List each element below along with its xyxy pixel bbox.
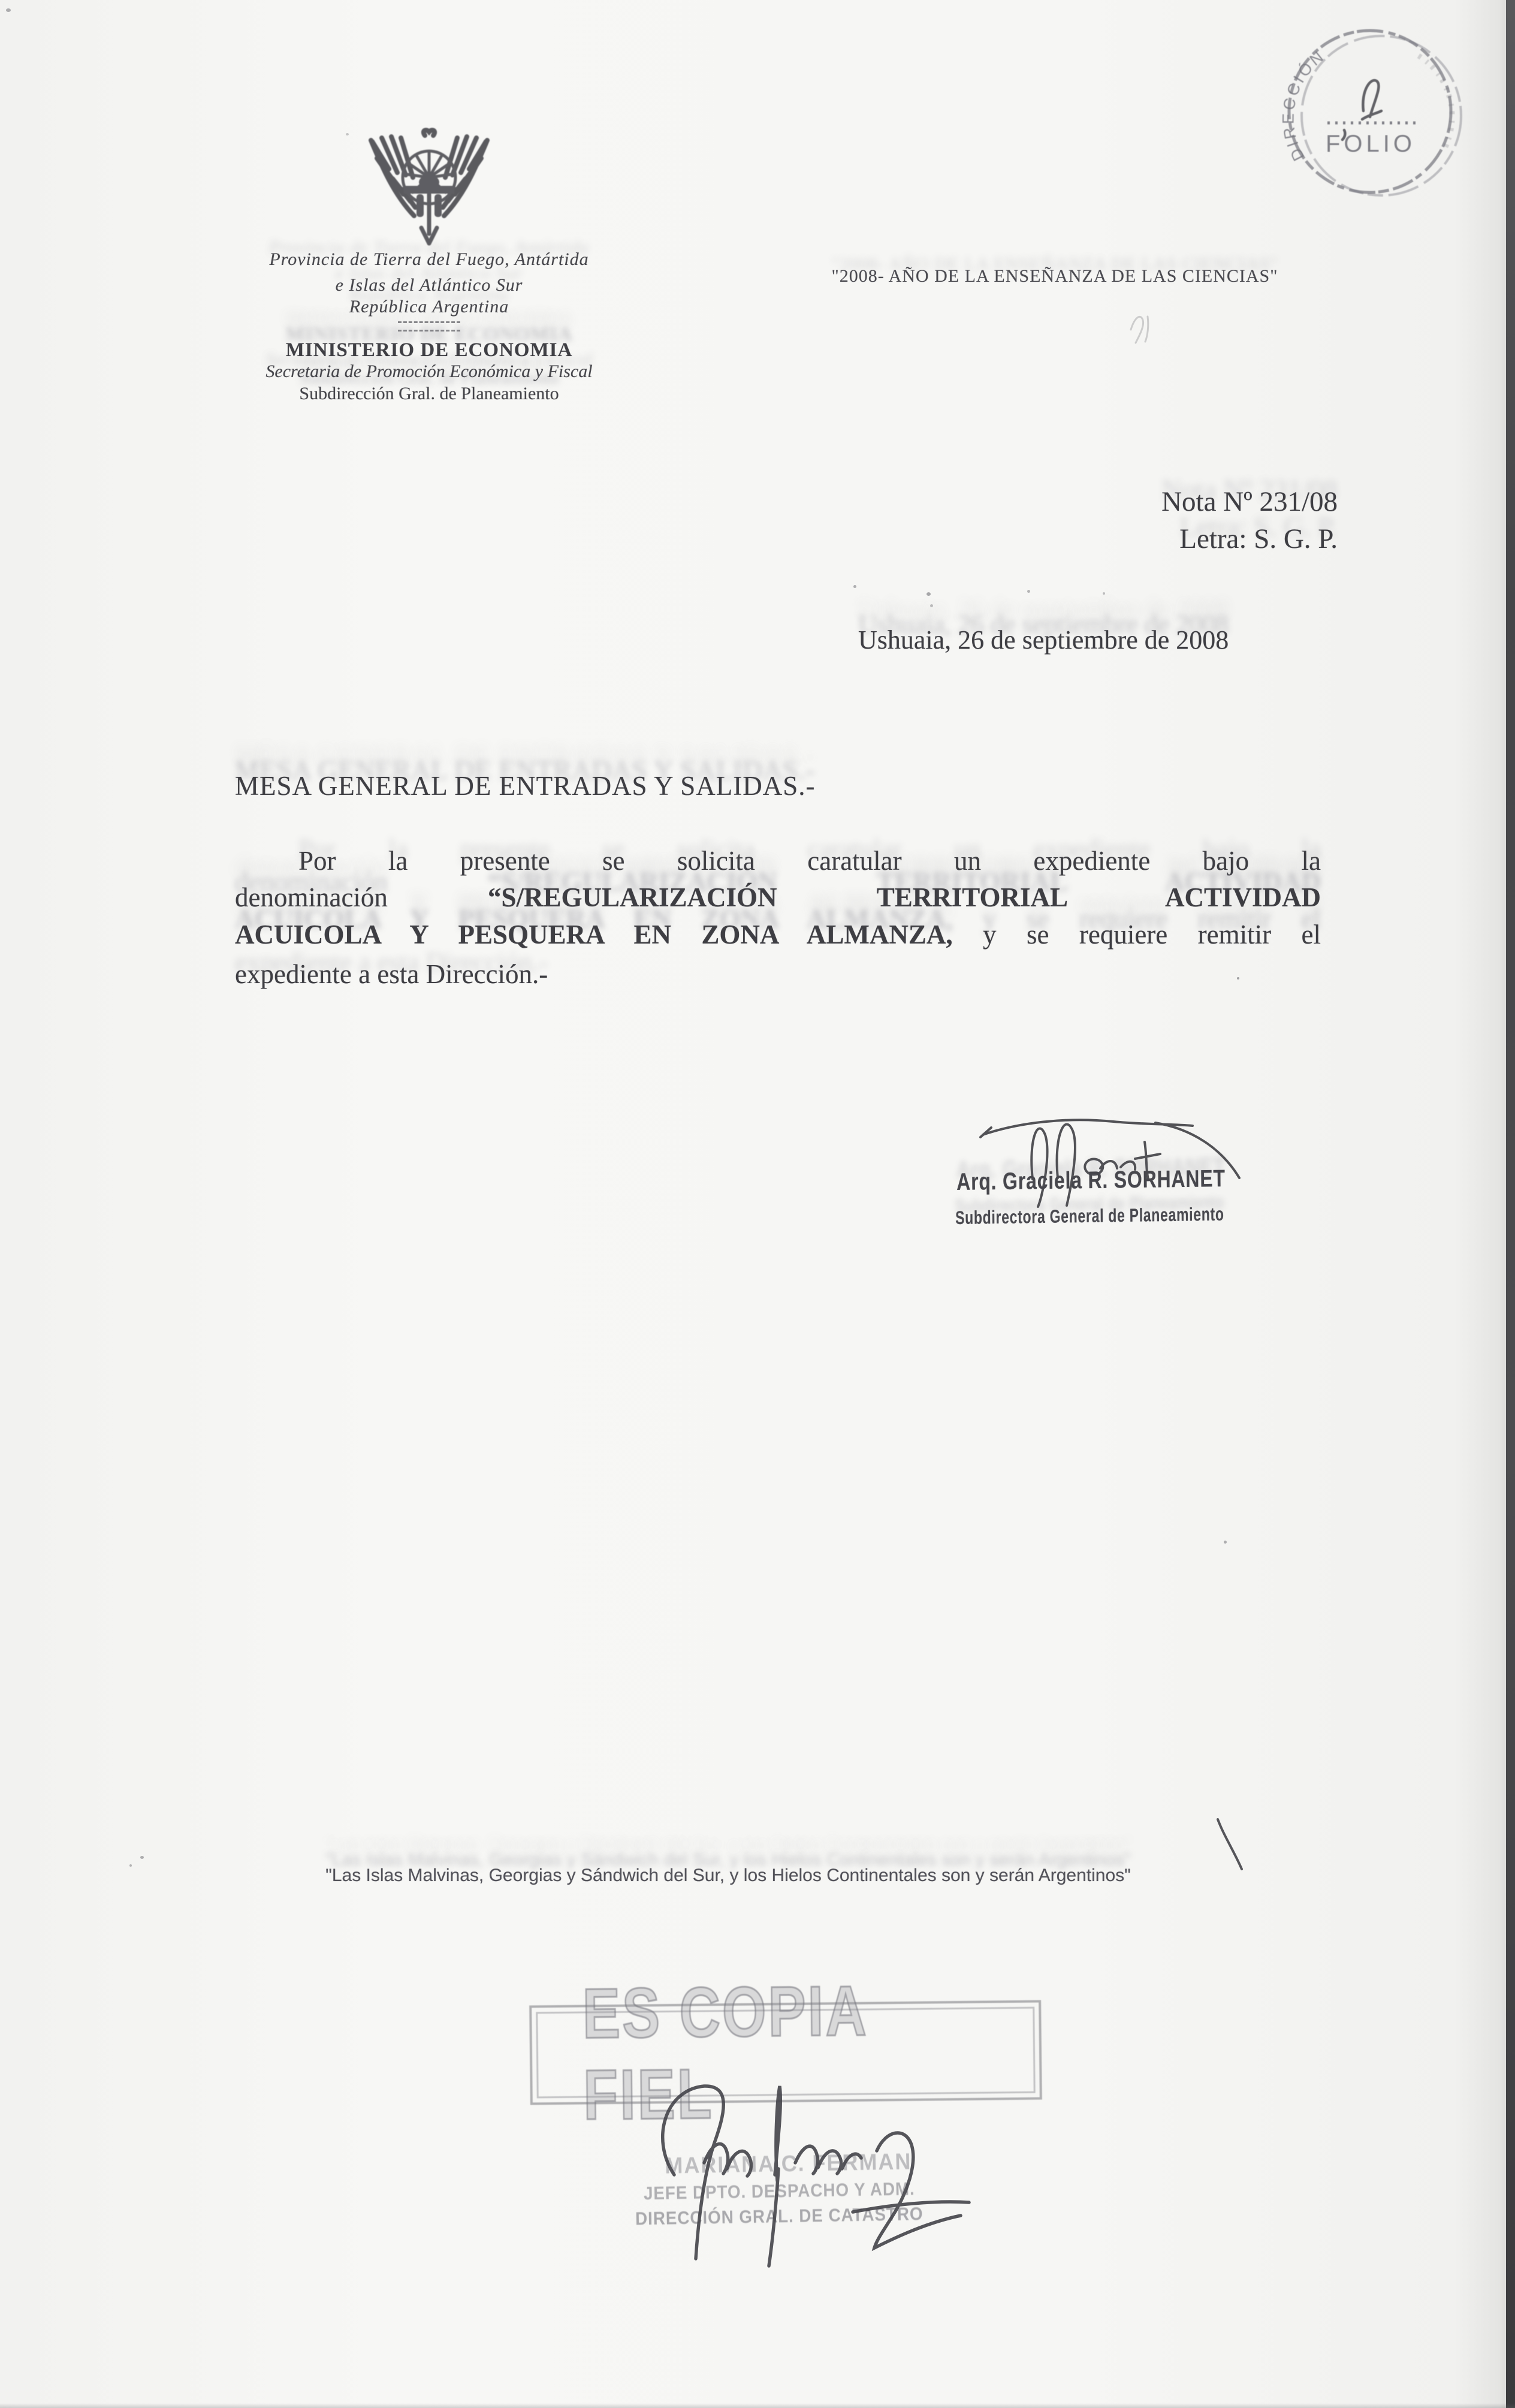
- es-copia-fiel-text: ES COPIA FIEL: [582, 1971, 867, 2135]
- paper-speck: [140, 1856, 144, 1859]
- paper-speck: [926, 592, 931, 596]
- paper-speck: [6, 8, 11, 12]
- pencil-squiggle: [1130, 312, 1154, 348]
- paper-speck: [129, 1864, 132, 1867]
- handwritten-check-stroke: [1212, 1816, 1248, 1873]
- paper-speck: [930, 604, 933, 607]
- letterhead-province-line3: República Argentina: [349, 297, 509, 317]
- paper-speck: [1237, 977, 1239, 980]
- folio-stamp: [1267, 21, 1474, 207]
- catastro-signer-title2: DIRECCIÓN GRAL. DE CATASTRO: [635, 2203, 924, 2229]
- dateline: Ushuaia, 26 de septiembre de 2008: [858, 625, 1229, 655]
- paper-speck: [346, 133, 349, 135]
- catastro-signer-title1: JEFE DPTO. DESPACHO Y ADM.: [643, 2178, 915, 2204]
- signature-title-stamp: Subdirectora General de Planeamiento: [955, 1203, 1224, 1228]
- letterhead-subdirection: Subdirección Gral. de Planeamiento: [299, 384, 559, 403]
- reference-block: [971, 483, 1338, 557]
- body-line-2-bold: “S/REGULARIZACIÓN TERRITORIAL ACTIVIDAD: [487, 882, 1321, 912]
- body-line-4: expediente a esta Dirección.-: [235, 959, 548, 989]
- scan-bottom-shade: [0, 2403, 1515, 2408]
- letterhead-divider: [398, 321, 460, 331]
- coat-of-arms-image: [354, 127, 504, 247]
- paper-speck: [1103, 592, 1105, 595]
- folio-stamp-label: FOLIO: [1325, 131, 1416, 157]
- paper-speck: [853, 585, 856, 588]
- signature-name-stamp: Arq. Graciela R. SORHANET: [956, 1165, 1226, 1195]
- svg-text:DIRECCIÓN: [1279, 46, 1329, 164]
- letterhead-province-line2: e Islas del Atlántico Sur: [335, 275, 523, 295]
- letterhead-secretariat: Secretaria de Promoción Económica y Fiscal: [265, 361, 593, 381]
- body-line-2-normal: denominación: [235, 882, 388, 912]
- reference-letra: Letra: S. G. P.: [1179, 523, 1338, 554]
- catastro-signer-name: MARIANA C. FERMAN: [664, 2149, 912, 2179]
- body-line-3-bold: ACUICOLA Y PESQUERA EN ZONA ALMANZA,: [235, 920, 953, 950]
- paper-speck: [1224, 1541, 1227, 1544]
- body-line-1: Por la presente se solicita caratular un expediente bajo la: [298, 846, 1321, 876]
- reference-nota: Nota Nº 231/08: [1161, 486, 1338, 517]
- scan-edge-strip: [1506, 0, 1515, 2408]
- signature-ferman: [632, 2079, 980, 2277]
- body-line-3-normal: y se requiere remitir el: [983, 920, 1321, 950]
- folio-stamp-arc-text: DIRECCIÓN: [1279, 46, 1329, 164]
- addressee-heading: MESA GENERAL DE ENTRADAS Y SALIDAS.-: [235, 771, 816, 801]
- letterhead-ministry: MINISTERIO DE ECONOMIA: [285, 339, 573, 361]
- year-motto: "2008- AÑO DE LA ENSEÑANZA DE LAS CIENCIAS": [831, 266, 1278, 286]
- footer-quote: "Las Islas Malvinas, Georgias y Sándwich del Sur, y los Hielos Continentales son y serán Argentinos": [325, 1865, 1131, 1885]
- letterhead-province-line1: Provincia de Tierra del Fuego, Antártida: [269, 249, 589, 269]
- paper-speck: [1027, 590, 1030, 593]
